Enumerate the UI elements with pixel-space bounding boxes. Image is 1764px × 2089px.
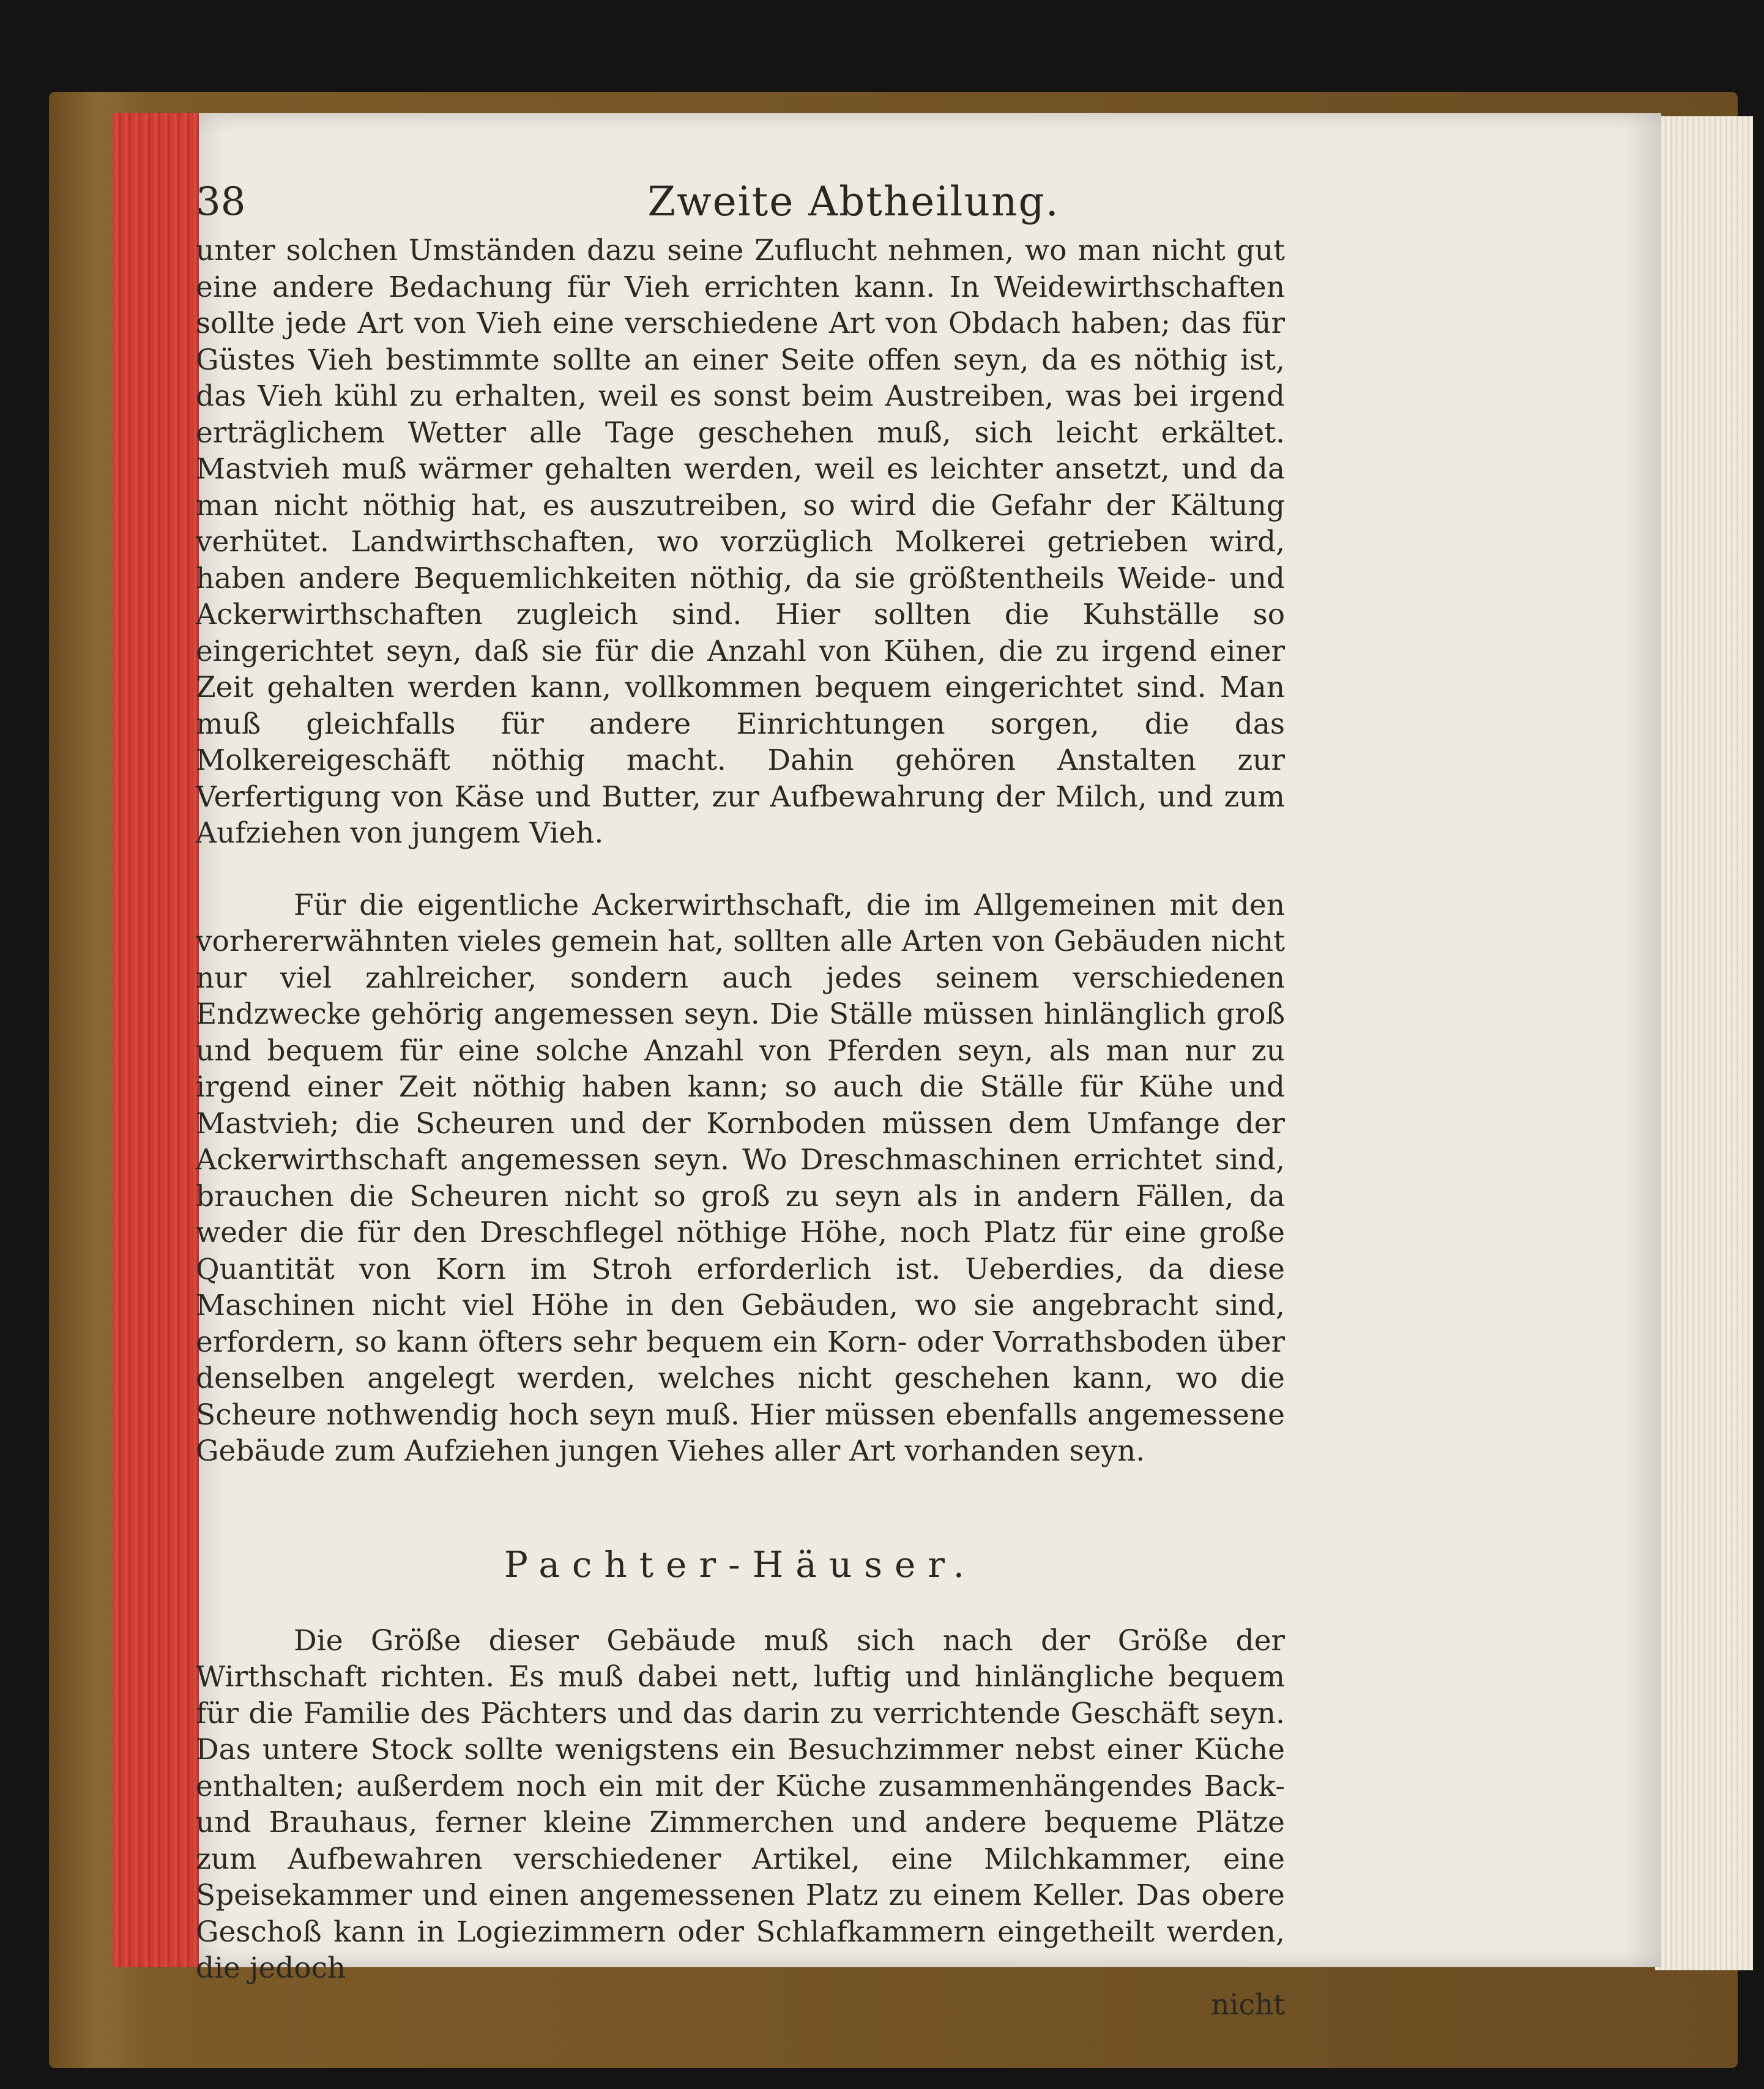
section-heading: Pachter-Häuser. [504,1543,977,1585]
running-head [196,168,1511,236]
right-page-edges [1655,116,1753,1970]
text-block [196,233,1285,2023]
section-paragraph: Die Größe dieser Gebäude muß sich nach der Größe der Wirthschaft richten. Es muß dabei nett, luftig und hinlängliche bequem für die Familie des Pächters und das darin zu verrichtende Geschäft seyn. Das untere Stock sollte wenigstens ein Besuchzimmer nebst einer Küche enthalten; außerdem noch ein mit der Küche zusammenhängendes Back- und Brauhaus, ferner kleine Zimmerchen und andere bequeme Plätze zum Aufbewahren verschiedener Artikel, eine Milchkammer, eine Speisekammer und einen angemessenen Platz zu einem Keller. Das obere Geschoß kann in Logiezimmern oder Schlafkammern eingetheilt werden, die jedoch [196,1623,1285,1985]
running-title: Zweite Abtheilung. [647,178,1060,225]
page-number: 38 [196,179,246,225]
page-edge-red [113,113,199,1967]
paragraph-2: Für die eigentliche Ackerwirthschaft, die im Allgemeinen mit den vorhererwähnten vieles gemein hat, sollten alle Arten von Gebäuden nicht nur viel zahlreicher, sondern auch jedes seinem verschiedenen Endzwecke gehörig angemessen seyn. Die Ställe müssen hinlänglich groß und bequem für eine solche Anzahl von Pferden seyn, als man nur zu irgend einer Zeit nöthig haben kann; so auch die Ställe für Kühe und Mastvieh; die Scheuren und der Kornboden müssen dem Umfange der Ackerwirthschaft angemessen seyn. Wo Dreschmaschinen errichtet sind, brauchen die Scheuren nicht so groß zu seyn als in andern Fällen, da weder die für den Dreschflegel nöthige Höhe, noch Platz für eine große Quantität von Korn im Stroh erforderlich ist. Ueberdies, da diese Maschinen nicht viel Höhe in den Gebäuden, wo sie angebracht sind, erfordern, so kann öfters sehr bequem ein Korn- oder Vorrathsboden über denselben angelegt werden, welches nicht geschehen kann, wo die Scheure nothwendig hoch seyn muß. Hier müssen ebenfalls angemessene Gebäude zum Aufziehen jungen Viehes aller Art vorhanden seyn. [196,888,1285,1468]
paragraph-1: unter solchen Umständen dazu seine Zuflucht nehmen, wo man nicht gut eine andere Bedachung für Vieh errichten kann. In Weidewirthschaften sollte jede Art von Vieh eine verschiedene Art von Obdach haben; das für Güstes Vieh bestimmte sollte an einer Seite offen seyn, da es nöthig ist, das Vieh kühl zu erhalten, weil es sonst beim Austreiben, was bei irgend erträglichem Wetter alle Tage geschehen muß, sich leicht erkältet. Mastvieh muß wärmer gehalten werden, weil es leichter ansetzt, und da man nicht nöthig hat, es auszutreiben, so wird die Gefahr der Kältung verhütet. Landwirthschaften, wo vorzüglich Molkerei getrieben wird, haben andere Bequemlichkeiten nöthig, da sie größtentheils Weide- und Ackerwirthschaften zugleich sind. Hier sollten die Kuhställe so eingerichtet seyn, daß sie für die Anzahl von Kühen, die zu irgend einer Zeit gehalten werden kann, vollkommen bequem eingerichtet sind. Man muß gleichfalls für andere Einrichtungen sorgen, die das Molkereigeschäft nöthig macht. Dahin gehören Anstalten zur Verfertigung von Käse und Butter, zur Aufbewahrung der Milch, und zum Aufziehen von jungem Vieh. [196,234,1285,850]
catchword: nicht [1211,1987,1285,2022]
